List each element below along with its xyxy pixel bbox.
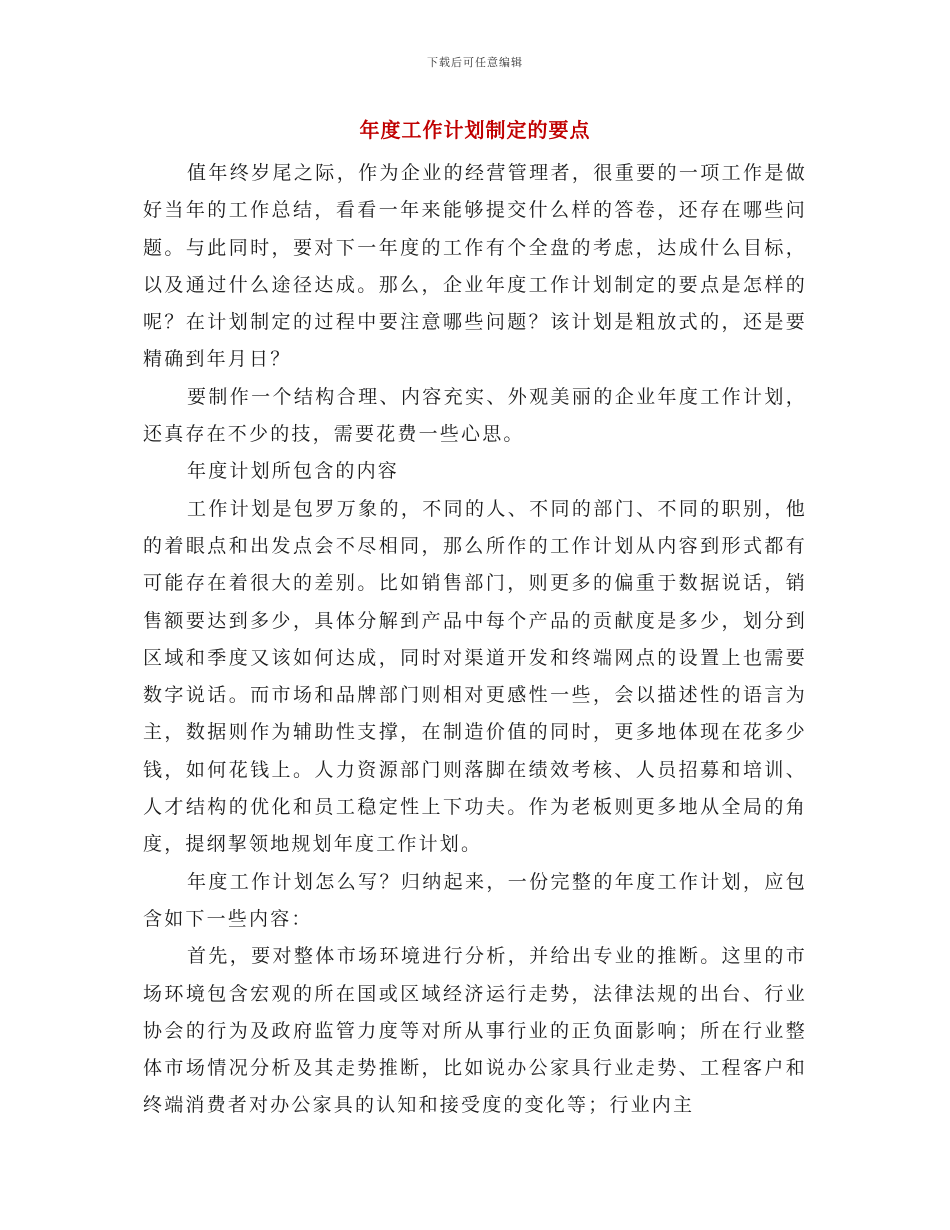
paragraph-departments: 工作计划是包罗万象的，不同的人、不同的部门、不同的职别，他的着眼点和出发点会不尽相同，那么所作的工作计划从内容到形式都有可能存在着很大的差别。比如销售部门，则更多的偏重于数据说话，销售额要达到多少，具体分解到产品中每个产品的贡献度是多少，划分到区域和季度又该如何达成，同时对渠道开发和终端网点的设置上也需要数字说话。而市场和品牌部门则相对更感性一些，会以描述性的语言为主，数据则作为辅助性支撑，在制造价值的同时，更多地体现在花多少钱，如何花钱上。人力资源部门则落脚在绩效考核、人员招募和培训、人才结构的优化和员工稳定性上下功夫。作为老板则更多地从全局的角度，提纲挈领地规划年度工作计划。 xyxy=(143,497,807,856)
paragraph-structure: 要制作一个结构合理、内容充实、外观美丽的企业年度工作计划，还真存在不少的技，需要花费一些心思。 xyxy=(143,385,807,446)
section-heading-contents: 年度计划所包含的内容 xyxy=(187,460,400,483)
paragraph-market-analysis: 首先，要对整体市场环境进行分析，并给出专业的推断。这里的市场环境包含宏观的所在国或区域经济运行走势，法律法规的出台、行业协会的行为及政府监管力度等对所从事行业的正负面影响；所在行业整体市场情况分析及其走势推断，比如说办公家具行业走势、工程客户和终端消费者对办公家具的认知和接受度的变化等；行业内主 xyxy=(143,945,807,1117)
document-body xyxy=(143,155,807,1125)
paragraph-how-to-write: 年度工作计划怎么写？归纳起来，一份完整的年度工作计划，应包含如下一些内容： xyxy=(143,870,807,930)
page-header-note: 下载后可任意编辑 xyxy=(427,56,523,69)
paragraph-intro: 值年终岁尾之际，作为企业的经营管理者，很重要的一项工作是做好当年的工作总结，看看一年来能够提交什么样的答卷，还存在哪些问题。与此同时，要对下一年度的工作有个全盘的考虑，达成什么目标，以及通过什么途径达成。那么，企业年度工作计划制定的要点是怎样的呢？在计划制定的过程中要注意哪些问题？该计划是粗放式的，还是要精确到年月日？ xyxy=(143,162,807,371)
document-title: 年度工作计划制定的要点 xyxy=(359,118,591,142)
